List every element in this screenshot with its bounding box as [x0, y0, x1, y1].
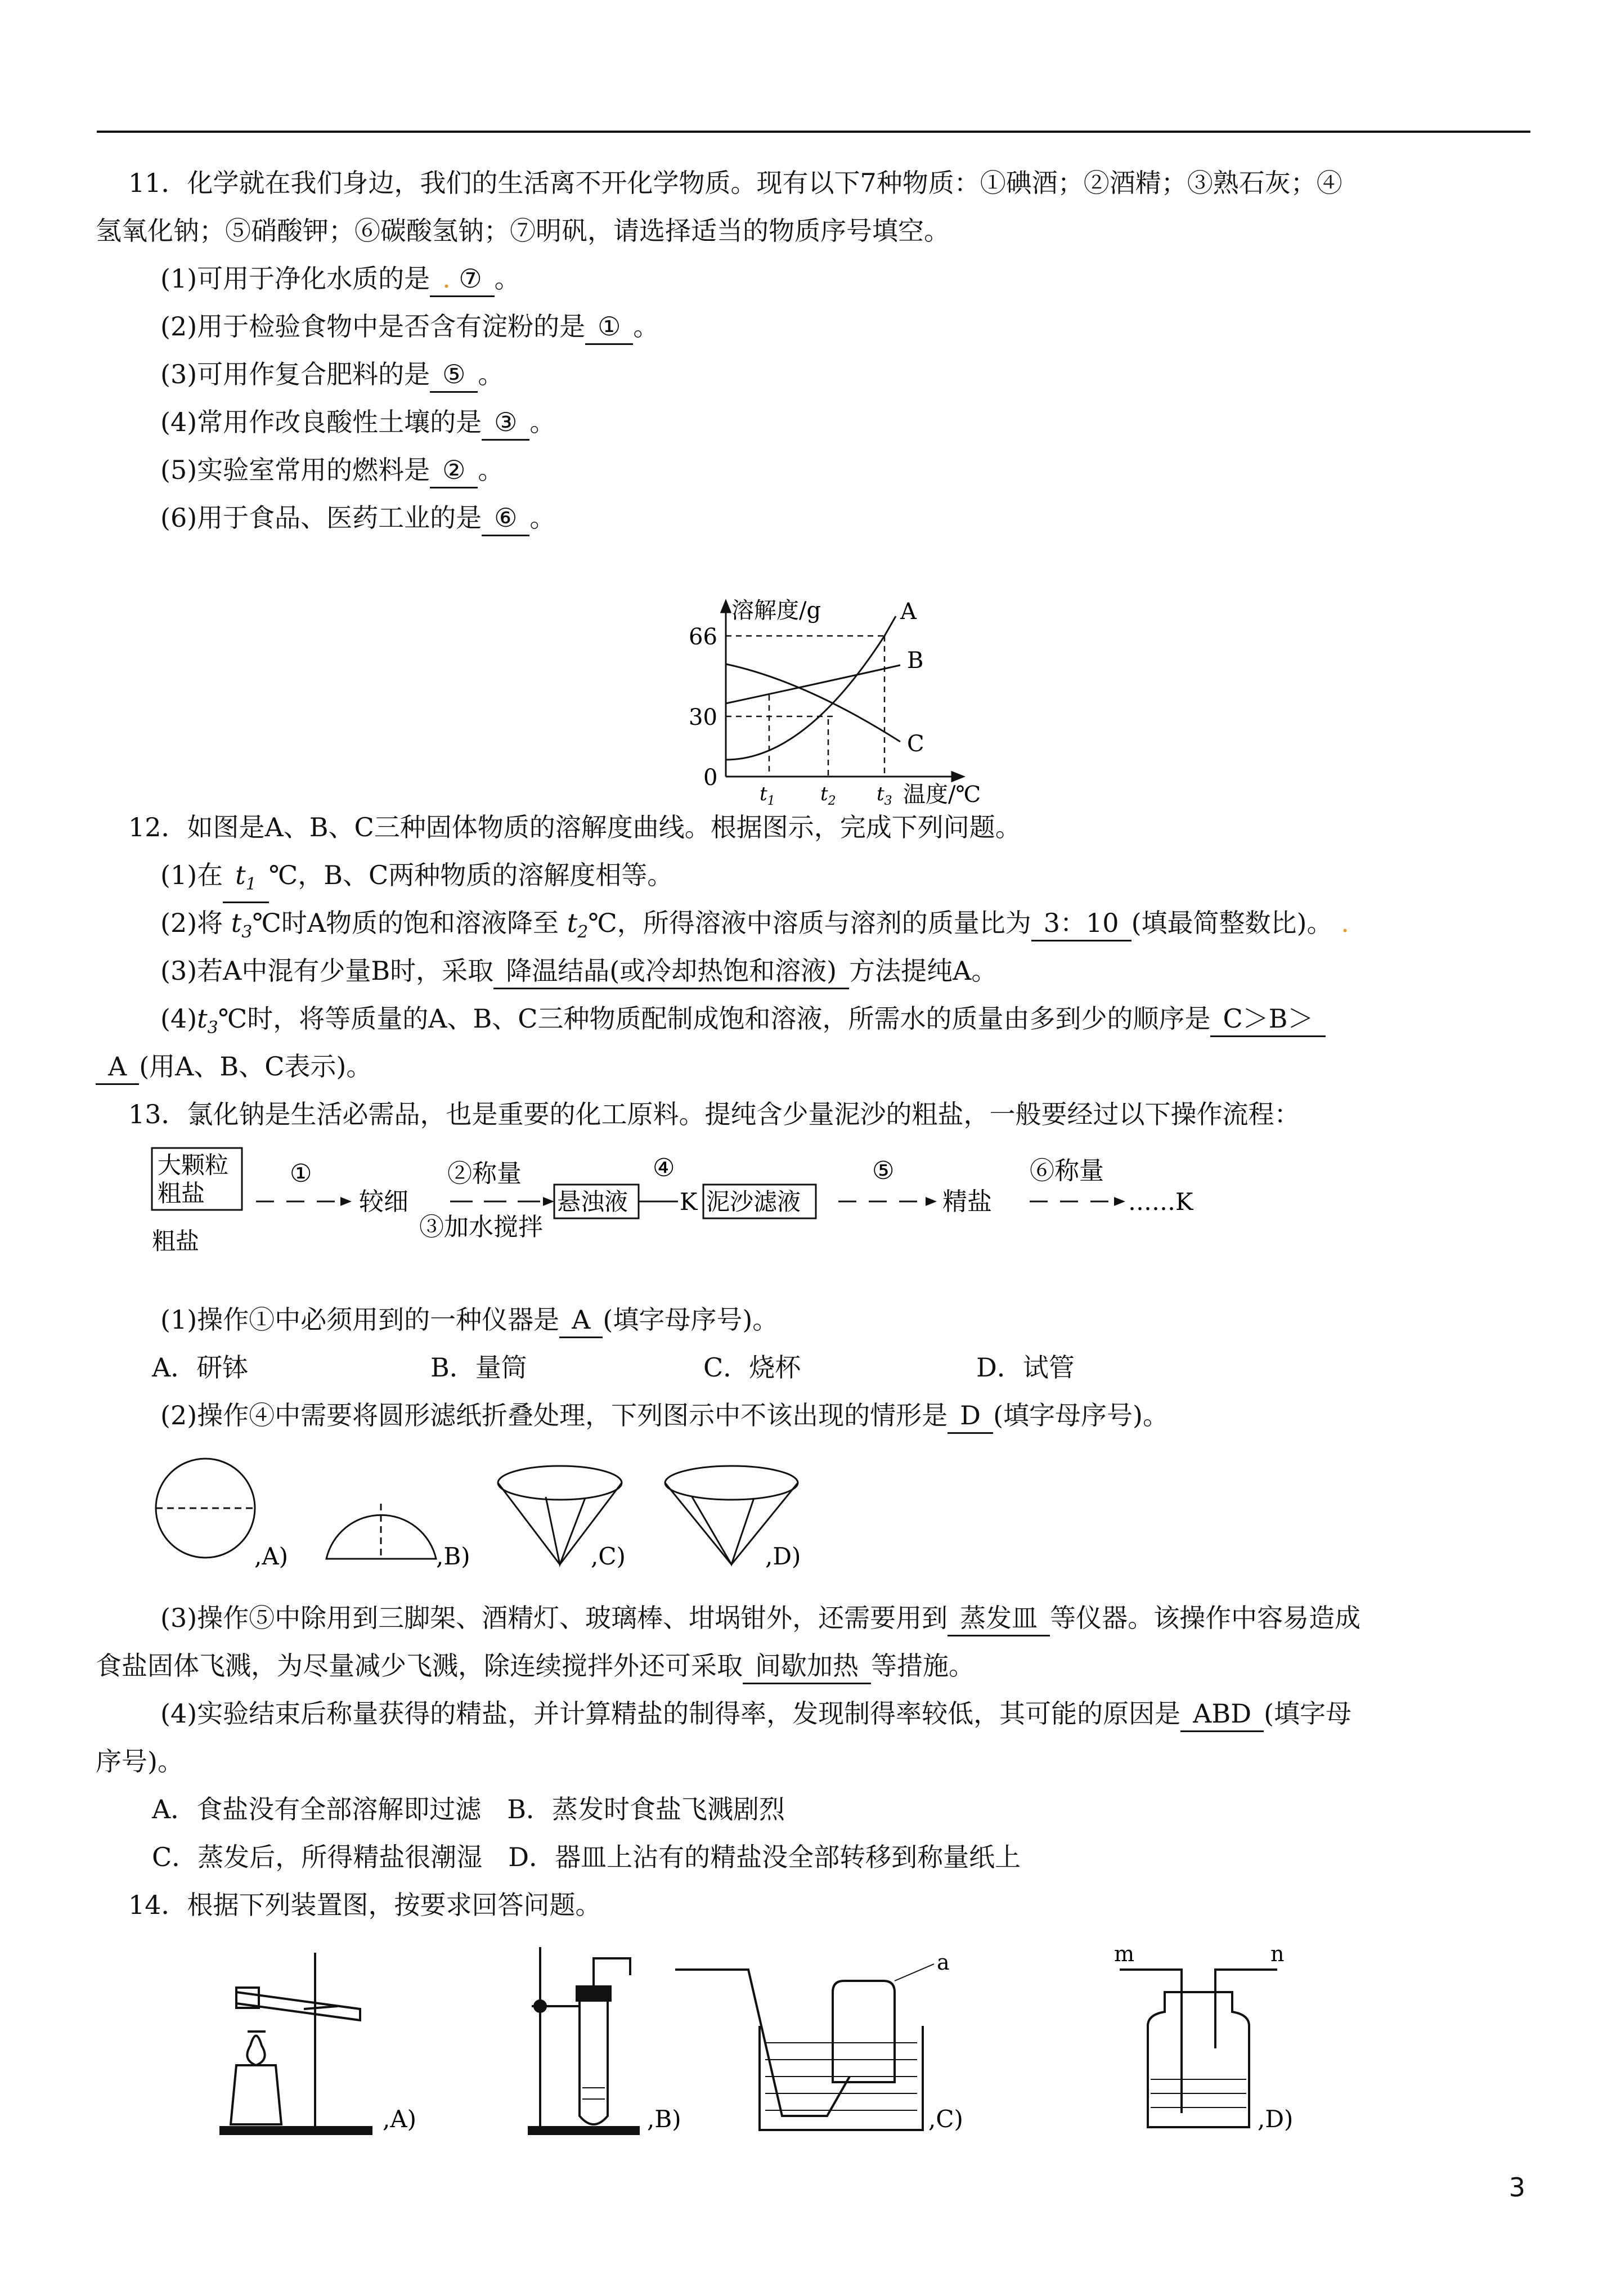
flow-k1: K [680, 1188, 698, 1216]
q11-stem-line1: 11．化学就在我们身边，我们的生活离不开化学物质。现有以下7种物质：①碘酒；②酒精；③熟石灰；④ [128, 168, 1342, 198]
filter-label-c: ,C) [591, 1542, 626, 1570]
flow-under-box1: 粗盐 [152, 1227, 200, 1255]
answer-blank: A [96, 1050, 139, 1085]
y-tick-30: 30 [689, 705, 717, 730]
filter-figure-a [156, 1459, 255, 1558]
flow-step5: ⑤ [872, 1156, 895, 1185]
purification-flowchart [96, 1145, 1277, 1286]
answer-blank: D [948, 1398, 993, 1434]
x-tick-t1: $t_1$ [760, 783, 775, 805]
q13-part4-line2: 序号)。 [96, 1746, 183, 1777]
q11-item-4: (4)常用作改良酸性土壤的是 ③ 。 [160, 405, 555, 441]
q13-part1-option-d: D．试管 [976, 1352, 1075, 1383]
q11-item-1: (1)可用于净化水质的是 . ⑦ 。 [160, 262, 520, 297]
filter-figure-b [326, 1504, 436, 1559]
apparatus-label-b: ,B) [647, 2105, 681, 2133]
q11-item-6: (6)用于食品、医药工业的是 ⑥ 。 [160, 501, 555, 536]
flow-box1-line2: 粗盐 [158, 1180, 205, 1207]
header-rule [97, 131, 1530, 133]
q13-part3-line1: (3)操作⑤中除用到三脚架、酒精灯、玻璃棒、坩埚钳外，还需要用到 蒸发皿 等仪器。该操作中容易造成 [160, 1601, 1360, 1636]
y-axis-arrow [721, 601, 730, 612]
flow-step6: ⑥称量 [1030, 1156, 1104, 1185]
answer-blank: $t_1$ [223, 858, 269, 903]
q13-part1-option-b: B．量筒 [430, 1352, 527, 1383]
answer-blank: ⑤ [430, 357, 478, 393]
answer-blank: 降温结晶(或冷却热饱和溶液) [493, 954, 849, 989]
q12-stem: 12．如图是A、B、C三种固体物质的溶解度曲线。根据图示，完成下列问题。 [128, 812, 1021, 842]
flow-step4: ④ [653, 1154, 675, 1182]
answer-blank: ② [430, 453, 478, 488]
q11-item-2: (2)用于检验食物中是否含有淀粉的是 ① 。 [160, 310, 659, 345]
filter-paper-figures [152, 1458, 1137, 1581]
q13-stem: 13．氯化钠是生活必需品，也是重要的化工原料。提纯含少量泥沙的粗盐，一般要经过以下操作流程： [128, 1099, 1300, 1129]
flow-end: ……K [1128, 1188, 1193, 1216]
y-axis-label: 溶解度/g [731, 598, 821, 624]
apparatus-label-d: ,D) [1258, 2105, 1294, 2133]
q12-part1: (1)在 $t_1$ ℃，B、C两种物质的溶解度相等。 [160, 858, 673, 903]
apparatus-d-label-n: n [1270, 1947, 1285, 1966]
q13-part3-line2: 食盐固体飞溅，为尽量减少飞溅，除连续搅拌外还可采取 间歇加热 等措施。 [96, 1649, 975, 1684]
answer-blank: 间歇加热 [743, 1649, 871, 1684]
x-axis-label: 温度/℃ [903, 782, 981, 805]
apparatus-c [675, 1964, 934, 2130]
series-label-A: A [900, 599, 917, 625]
q12-part3: (3)若A中混有少量B时，采取 降温结晶(或冷却热饱和溶液) 方法提纯A。 [160, 954, 997, 989]
curve-C [726, 664, 900, 742]
series-label-B: B [907, 648, 924, 674]
answer-blank: ⑥ [482, 501, 529, 536]
solubility-chart [675, 591, 1024, 805]
q11-item-5: (5)实验室常用的燃料是 ② 。 [160, 453, 504, 488]
answer-blank: . ⑦ [430, 262, 495, 297]
q13-part2: (2)操作④中需要将圆形滤纸折叠处理，下列图示中不该出现的情形是 D (填字母序号)。 [160, 1398, 1169, 1434]
apparatus-label-a: ,A) [383, 2105, 417, 2133]
flow-step2: ②称量 [447, 1159, 522, 1188]
flow-box2-label: 悬浊液 [557, 1188, 628, 1216]
filter-label-b: ,B) [436, 1542, 470, 1570]
answer-blank: ③ [482, 405, 529, 441]
filter-label-d: ,D) [765, 1542, 801, 1570]
series-label-C: C [907, 731, 924, 757]
y-tick-0: 0 [703, 765, 718, 791]
flow-fine-salt: 较细 [359, 1187, 408, 1216]
flow-step3: ③加水搅拌 [419, 1213, 543, 1241]
y-tick-66: 66 [689, 624, 717, 650]
x-axis-arrow [952, 772, 963, 781]
apparatus-label-c: ,C) [928, 2105, 963, 2133]
apparatus-a [219, 1953, 371, 2134]
answer-blank: ① [585, 310, 633, 345]
answer-blank: A [559, 1303, 603, 1338]
answer-blank: C＞B＞ [1210, 1002, 1326, 1037]
answer-blank: ABD [1180, 1697, 1264, 1732]
flow-refined-salt: 精盐 [942, 1187, 992, 1216]
flow-box3-label: 泥沙滤液 [706, 1188, 801, 1216]
q13-part1-option-c: C．烧杯 [703, 1352, 801, 1383]
x-tick-t2: $t_2$ [820, 783, 836, 805]
apparatus-b [529, 1947, 639, 2134]
q12-part4-line1: $(4)t_3℃$时，将等质量的A、B、C三种物质配制成饱和溶液，所需水的质量由多到少的顺序是 C＞B＞ [160, 1002, 1326, 1045]
flow-step1: ① [290, 1159, 312, 1188]
q11-item-3: (3)可用作复合肥料的是 ⑤ 。 [160, 357, 504, 393]
q13-part4-options-cd: C．蒸发后，所得精盐很潮湿 D．器皿上沾有的精盐没全部转移到称量纸上 [152, 1842, 1021, 1872]
q14-stem: 14．根据下列装置图，按要求回答问题。 [128, 1890, 601, 1920]
filter-label-a: ,A) [254, 1542, 289, 1570]
apparatus-c-label-a: a [937, 1950, 950, 1975]
apparatus-d [1120, 1970, 1277, 2127]
q13-part1: (1)操作①中必须用到的一种仪器是 A (填字母序号)。 [160, 1303, 778, 1338]
q13-part4-line1: (4)实验结束后称量获得的精盐，并计算精盐的制得率，发现制得率较低，其可能的原因是 ABD (填字母 [160, 1697, 1351, 1732]
q11-stem-line2: 氢氧化钠；⑤硝酸钾；⑥碳酸氢钠；⑦明矾，请选择适当的物质序号填空。 [96, 216, 950, 246]
apparatus-figures [219, 1947, 1322, 2138]
apparatus-d-label-m: m [1114, 1947, 1135, 1966]
q13-part1-option-a: A．研钵 [152, 1352, 249, 1383]
page-number: 3 [1508, 2172, 1525, 2203]
flow-box1-line1: 大颗粒 [158, 1151, 229, 1179]
answer-blank: 蒸发皿 [948, 1601, 1050, 1636]
q13-part4-options-ab: A．食盐没有全部溶解即过滤 B．蒸发时食盐飞溅剧烈 [152, 1794, 785, 1824]
x-tick-t3: $t_3$ [877, 783, 892, 805]
answer-blank: 3：10 [1031, 906, 1131, 941]
curve-A [726, 616, 896, 760]
q12-part2: (2)将 $t_3℃$时A物质的饱和溶液降至 $t_2℃$，所得溶液中溶质与溶剂的质量比为 3：10 (填最简整数比)。 . [160, 906, 1349, 949]
q12-part4-line2: A (用A、B、C表示)。 [96, 1050, 372, 1085]
